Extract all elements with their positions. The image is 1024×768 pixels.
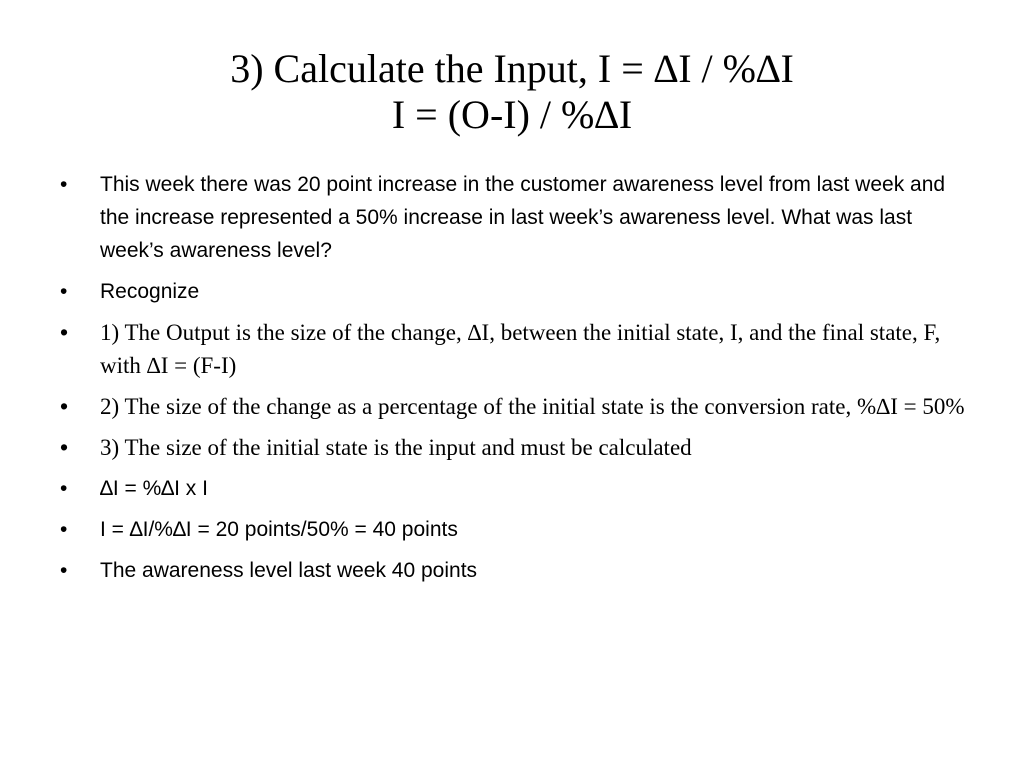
bullet-text-input: 3) The size of the initial state is the input and must be calculated xyxy=(100,435,692,460)
bullet-dot-icon: • xyxy=(60,319,69,345)
bullet-dot-icon: • xyxy=(60,280,68,303)
bullet-dot-icon: • xyxy=(60,393,69,419)
bullet-text-calculation: I = ∆I/%∆I = 20 points/50% = 40 points xyxy=(100,518,458,541)
bullet-dot-icon: • xyxy=(60,434,69,460)
bullet-text-question: This week there was 20 point increase in the customer awareness level from last week and the increase represented a 50% increase in last week’s awareness level. What was last week’s awareness level? xyxy=(100,173,946,262)
bullet-item-output xyxy=(60,316,965,382)
title-line-2: I = (O-I) / %∆I xyxy=(391,92,633,137)
slide-title xyxy=(52,46,972,138)
bullet-item-conversion-rate xyxy=(60,390,965,423)
bullet-text-formula-delta: ∆I = %∆I x I xyxy=(100,477,208,500)
bullet-dot-icon: • xyxy=(60,477,68,500)
bullet-list xyxy=(60,168,965,595)
bullet-text-answer: The awareness level last week 40 points xyxy=(100,559,478,582)
bullet-text-output: 1) The Output is the size of the change, ∆I, between the initial state, I, and the final state, F, with ∆I = (F-I) xyxy=(100,320,941,378)
bullet-text-conversion-rate: 2) The size of the change as a percentage of the initial state is the conversion rate, %∆I = 50% xyxy=(100,394,965,419)
bullet-item-question xyxy=(60,168,965,267)
title-line-1: 3) Calculate the Input, I = ∆I / %∆I xyxy=(230,46,794,91)
bullet-item-recognize xyxy=(60,275,965,308)
bullet-text-recognize: Recognize xyxy=(100,280,200,303)
bullet-item-answer xyxy=(60,554,965,587)
bullet-dot-icon: • xyxy=(60,559,68,582)
bullet-item-formula-delta xyxy=(60,472,965,505)
bullet-item-calculation xyxy=(60,513,965,546)
bullet-dot-icon: • xyxy=(60,518,68,541)
bullet-dot-icon: • xyxy=(60,173,68,196)
bullet-item-input xyxy=(60,431,965,464)
